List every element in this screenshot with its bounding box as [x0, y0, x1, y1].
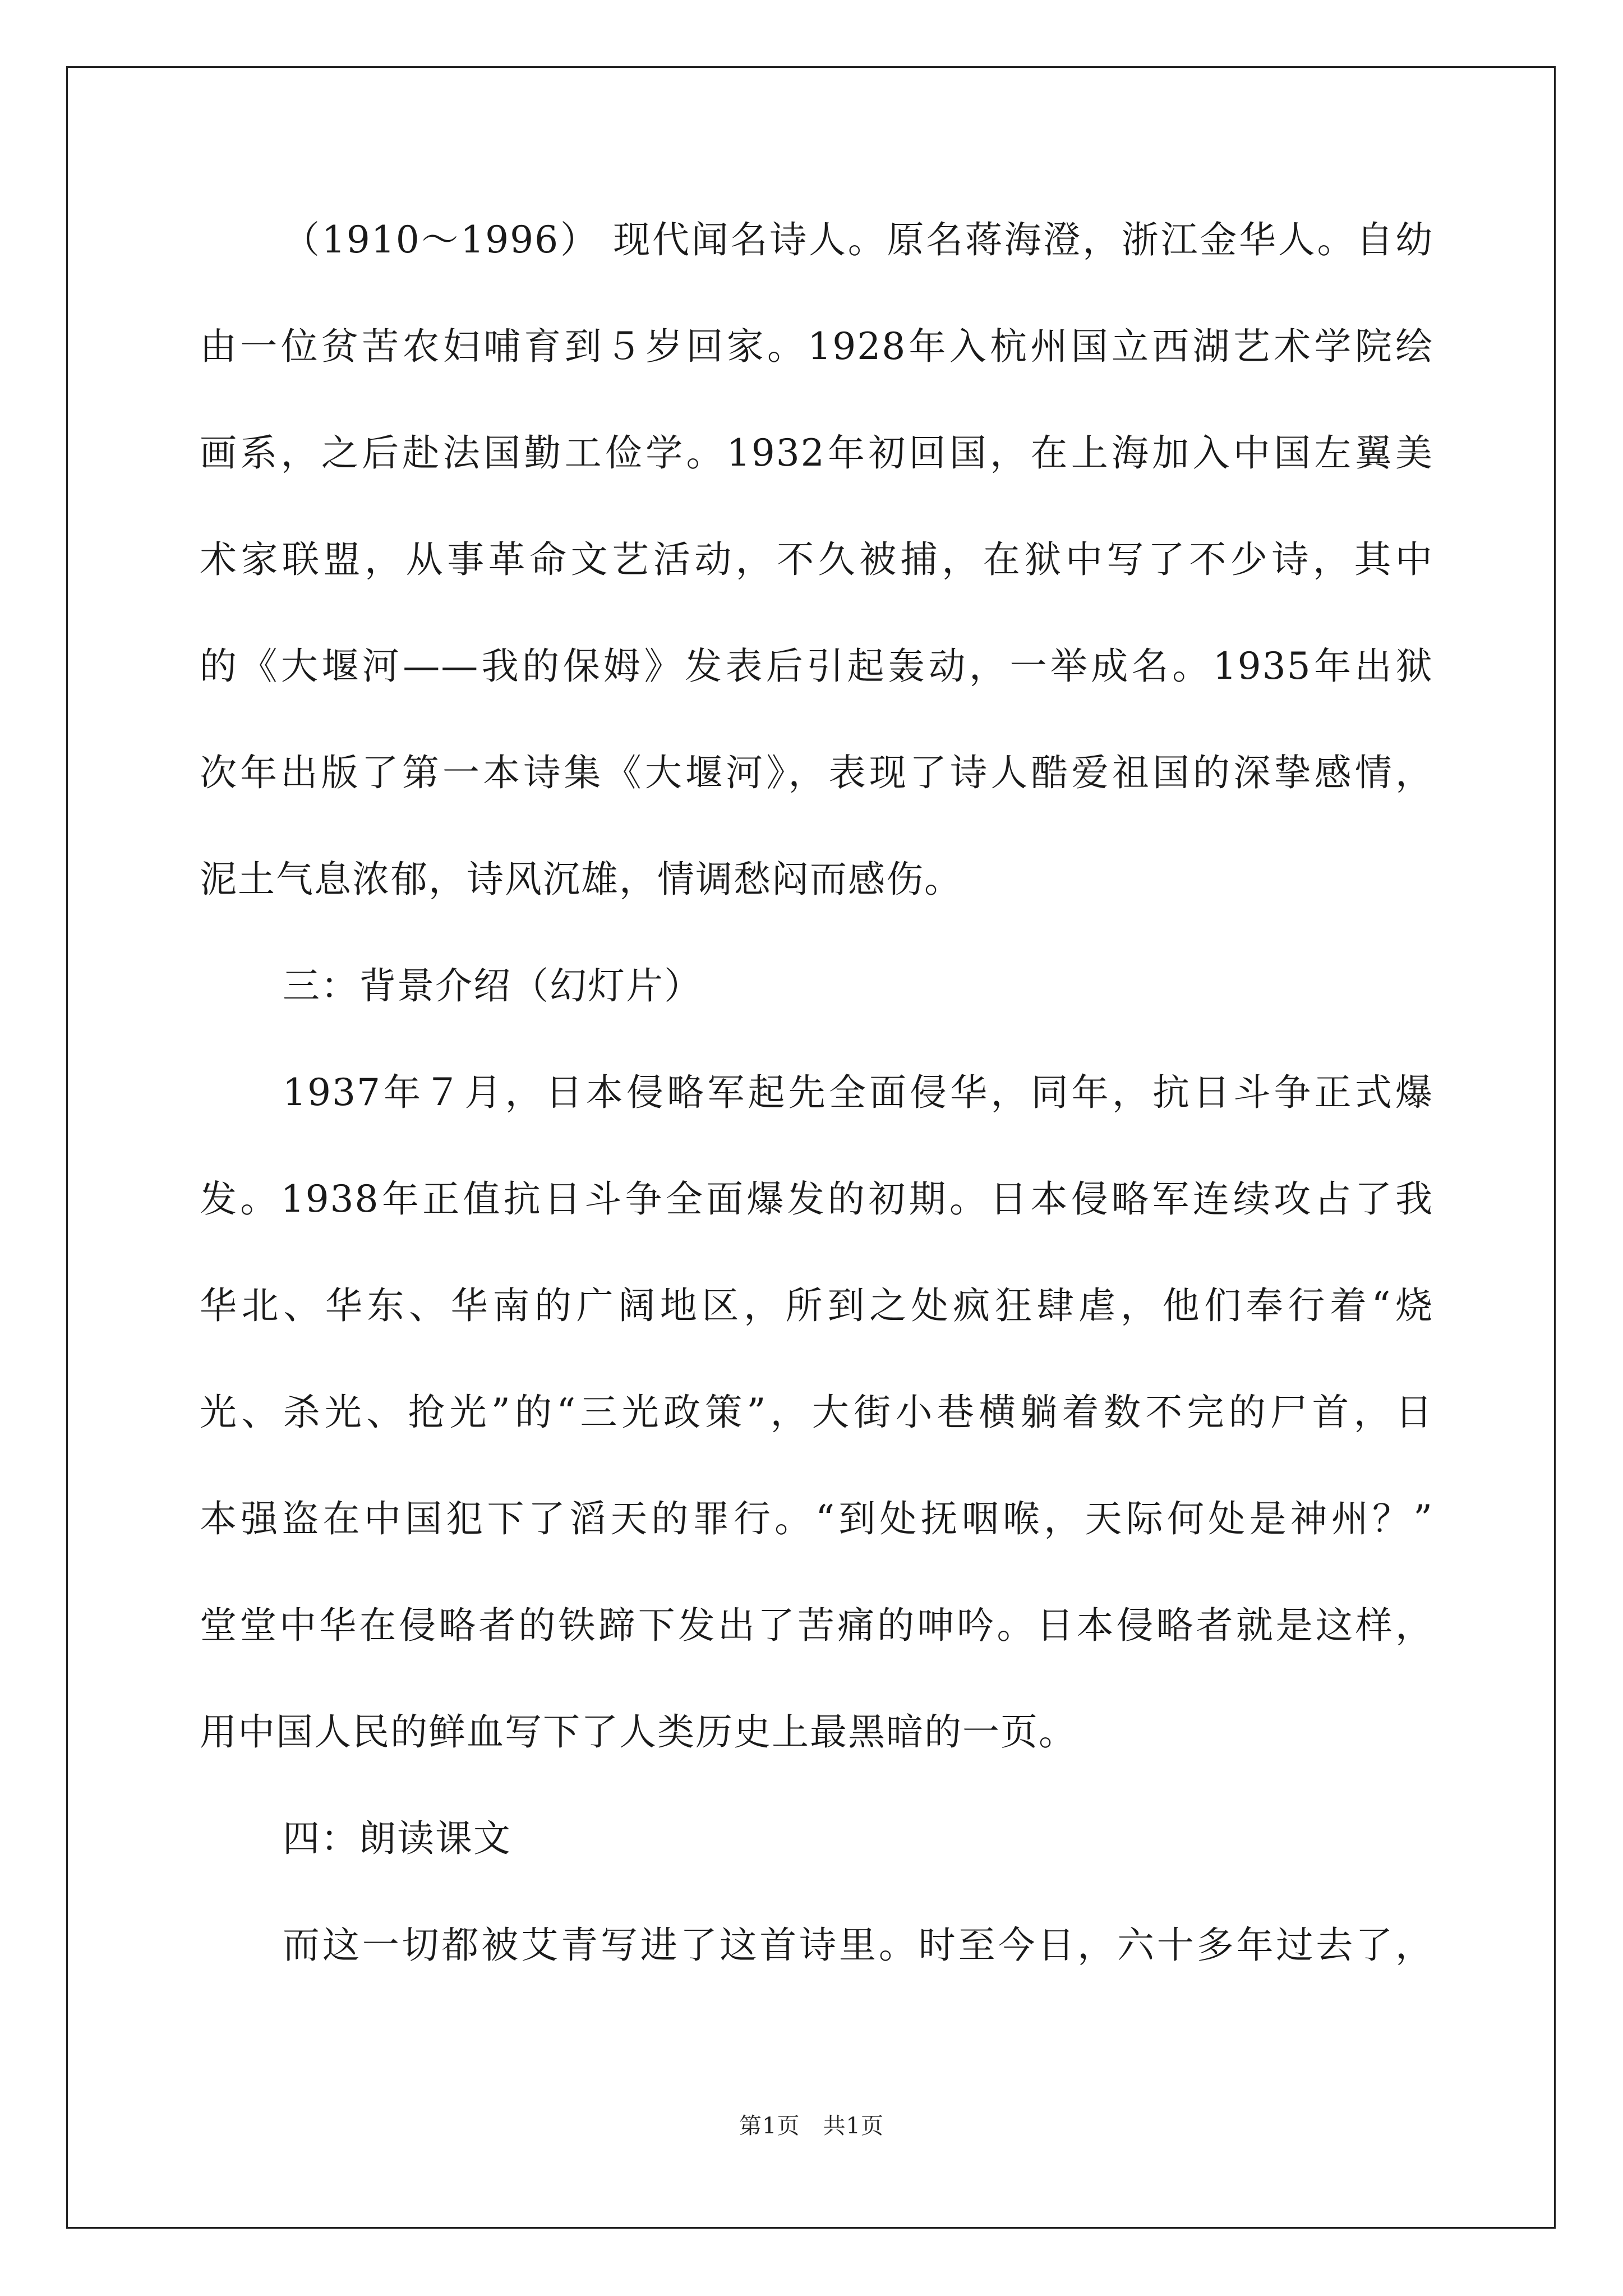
- text-line: 次年出版了第一本诗集《大堰河》，表现了诗人酷爱祖国的深挚感情，: [200, 751, 1433, 794]
- text-line: 画系，之后赴法国勤工俭学。1932年初回国，在上海加入中国左翼美: [200, 431, 1433, 475]
- text-line: 华北、华东、华南的广阔地区，所到之处疯狂肆虐，他们奉行着“烧: [200, 1284, 1433, 1327]
- text-line: 泥土气息浓郁，诗风沉雄，情调愁闷而感伤。: [200, 858, 962, 901]
- text-line: （1910～1996） 现代闻名诗人。原名蒋海澄，浙江金华人。自幼: [283, 218, 1433, 261]
- text-line: 光、杀光、抢光”的“三光政策”，大街小巷横躺着数不完的尸首，日: [200, 1391, 1433, 1434]
- text-line: 本强盗在中国犯下了滔天的罪行。“到处抚咽喉，天际何处是神州？”: [200, 1497, 1433, 1540]
- page-number-footer: 第1页 共1页: [739, 2113, 884, 2139]
- text-line: 发。1938年正值抗日斗争全面爆发的初期。日本侵略军连续攻占了我: [200, 1177, 1433, 1221]
- section-heading: 四：朗读课文: [283, 1817, 511, 1860]
- text-line: 堂堂中华在侵略者的铁蹄下发出了苦痛的呻吟。日本侵略者就是这样，: [200, 1604, 1433, 1647]
- section-heading: 三：背景介绍（幻灯片）: [283, 964, 702, 1007]
- text-line: 由一位贫苦农妇哺育到５岁回家。1928年入杭州国立西湖艺术学院绘: [200, 325, 1433, 368]
- text-line: 而这一切都被艾青写进了这首诗里。时至今日，六十多年过去了，: [283, 1924, 1433, 1967]
- text-line: 术家联盟，从事革命文艺活动，不久被捕，在狱中写了不少诗，其中: [200, 538, 1433, 581]
- text-line: 的《大堰河——我的保姆》发表后引起轰动，一举成名。1935年出狱: [200, 645, 1433, 688]
- page-border: [66, 66, 1556, 2229]
- text-line: 1937年７月，日本侵略军起先全面侵华，同年，抗日斗争正式爆: [283, 1071, 1433, 1114]
- text-line: 用中国人民的鲜血写下了人类历史上最黑暗的一页。: [200, 1710, 1077, 1754]
